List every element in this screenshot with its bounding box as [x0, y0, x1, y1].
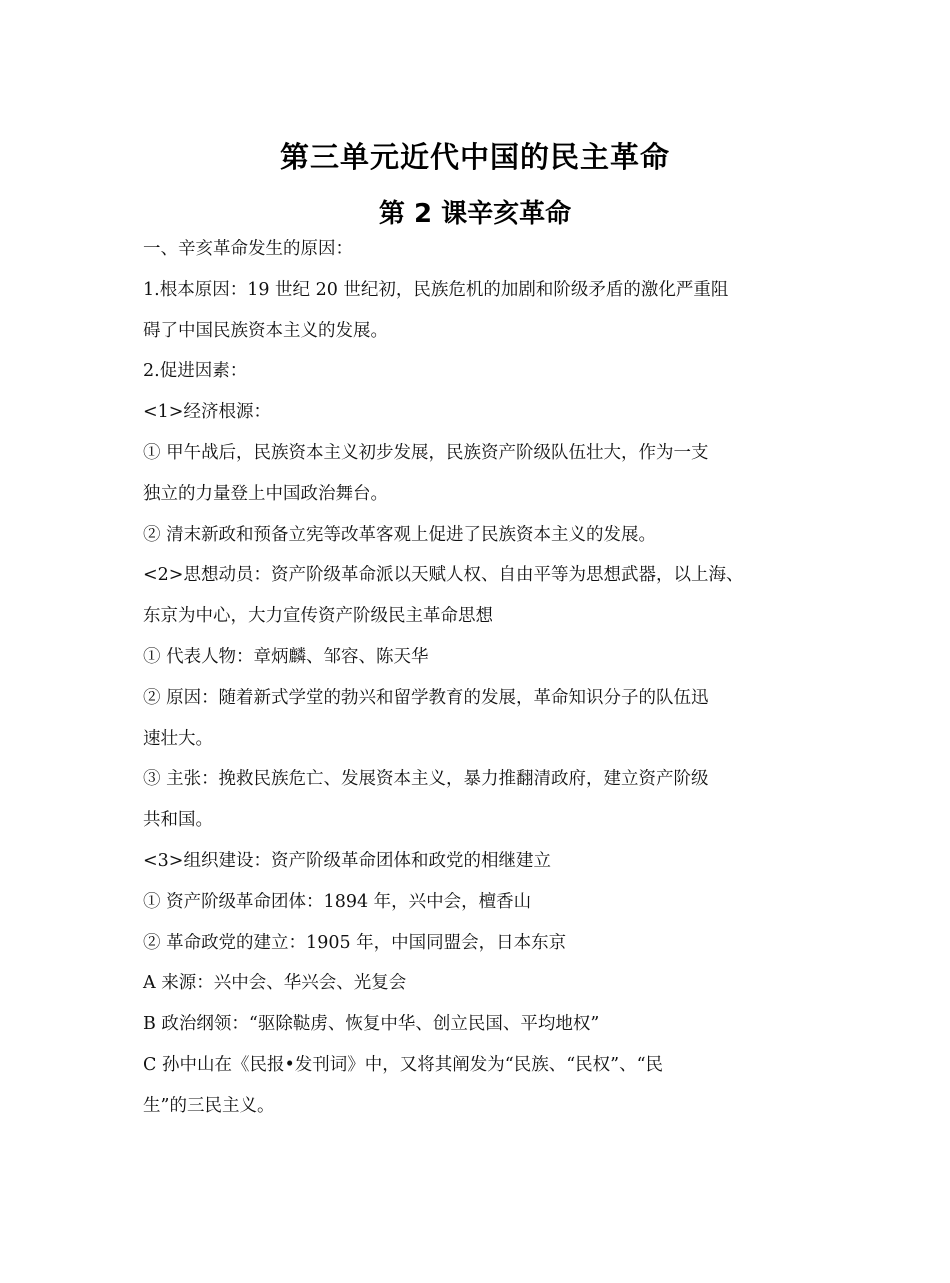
paragraph-line: ③ 主张：挽救民族危亡、发展资本主义，暴力推翻清政府，建立资产阶级: [143, 769, 709, 790]
paragraph-line: ① 甲午战后，民族资本主义初步发展，民族资产阶级队伍壮大，作为一支: [143, 442, 709, 463]
paragraph-line: C 孙中山在《民报•发刊词》中，又将其阐发为“民族、“民权”、“民: [143, 1054, 664, 1075]
paragraph-line: ② 革命政党的建立：1905 年，中国同盟会，日本东京: [143, 932, 567, 953]
paragraph-line: 独立的力量登上中国政治舞台。: [143, 483, 388, 504]
paragraph-line: B 政治纲领：“驱除鞑虏、恢复中华、创立民国、平均地权”: [143, 1014, 600, 1035]
paragraph-line: 东京为中心，大力宣传资产阶级民主革命思想: [143, 606, 493, 627]
paragraph-line: ② 清末新政和预备立宪等改革客观上促进了民族资本主义的发展。: [143, 524, 657, 545]
document-title: 第三单元近代中国的民主革命: [279, 140, 670, 174]
paragraph-line: 1.根本原因：19 世纪 20 世纪初，民族危机的加剧和阶级矛盾的激化严重阻: [143, 279, 729, 300]
lesson-title: 第 2 课辛亥革命: [378, 199, 572, 229]
section-heading-causes: 一、辛亥革命发生的原因：: [143, 239, 353, 259]
paragraph-line: <3>组织建设：资产阶级革命团体和政党的相继建立: [143, 850, 551, 871]
paragraph-line: <2>思想动员：资产阶级革命派以天赋人权、自由平等为思想武器，以上海、: [143, 565, 744, 586]
paragraph-line: 生”的三民主义。: [143, 1095, 275, 1116]
paragraph-line: <1>经济根源：: [143, 402, 271, 423]
paragraph-line: ② 原因：随着新式学堂的勃兴和留学教育的发展，革命知识分子的队伍迅: [143, 687, 709, 708]
paragraph-line: 速壮大。: [143, 728, 213, 749]
document-body: [143, 237, 833, 1135]
paragraph-line: 共和国。: [143, 810, 213, 831]
paragraph-line: ① 代表人物：章炳麟、邹容、陈天华: [143, 646, 429, 667]
paragraph-line: A 来源：兴中会、华兴会、光复会: [143, 973, 407, 994]
paragraph-line: ① 资产阶级革命团体：1894 年，兴中会，檀香山: [143, 891, 532, 912]
paragraph-line: 2.促进因素：: [143, 361, 248, 382]
paragraph-line: 碍了中国民族资本主义的发展。: [143, 320, 388, 341]
